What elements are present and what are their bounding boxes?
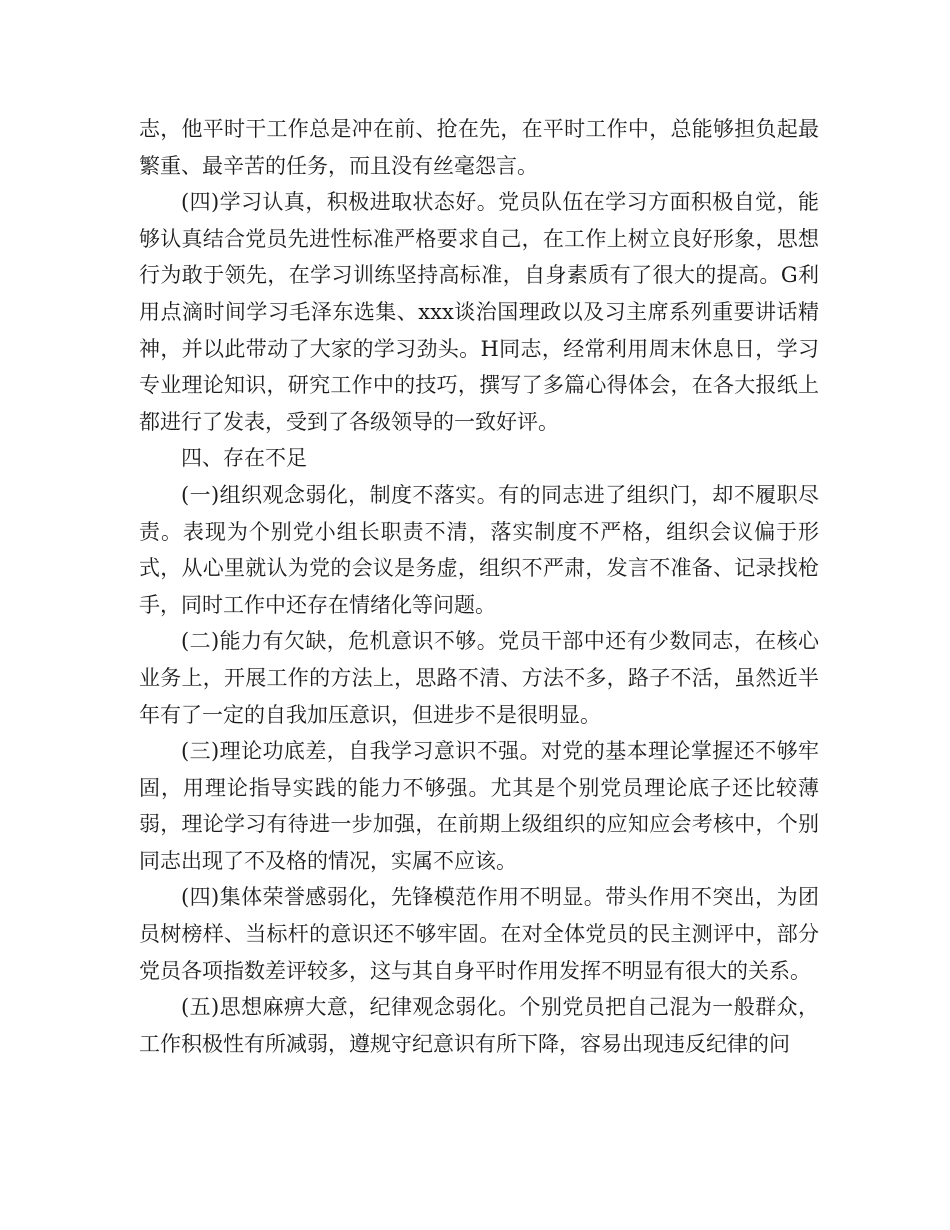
paragraph-study-attitude: (四)学习认真，积极进取状态好。党员队伍在学习方面积极自觉，能够认真结合党员先进性标准严格要求自己，在工作上树立良好形象，思想行为敢于领先，在学习训练坚持高标准，自身素质有了很大的提高。G利用点滴时间学习毛泽东选集、xxx谈治国理政以及习主席系列重要讲话精神，并以此带动了大家的学习劲头。H同志，经常利用周末休息日，学习专业理论知识，研究工作中的技巧，撰写了多篇心得体会，在各大报纸上都进行了发表，受到了各级领导的一致好评。	[139, 190, 819, 434]
paragraph-shortcoming-1: (一)组织观念弱化，制度不落实。有的同志进了组织门，却不履职尽责。表现为个别党小组长职责不清，落实制度不严格，组织会议偏于形式，从心里就认为党的会议是务虚，组织不严肃，发言不准备、记录找枪手，同时工作中还存在情绪化等问题。	[139, 482, 819, 617]
document-body	[139, 111, 819, 1062]
paragraph-continued-from-previous-page: 志，他平时干工作总是冲在前、抢在先，在平时工作中，总能够担负起最繁重、最辛苦的任务，而且没有丝毫怨言。	[139, 117, 819, 178]
paragraph-shortcoming-4: (四)集体荣誉感弱化，先锋模范作用不明显。带头作用不突出，为团员树榜样、当标杆的意识还不够牢固。在对全体党员的民主测评中，部分党员各项指数差评较多，这与其自身平时作用发挥不明显有很大的关系。	[139, 885, 819, 983]
paragraph-shortcoming-3: (三)理论功底差，自我学习意识不强。对党的基本理论掌握还不够牢固，用理论指导实践的能力不够强。尤其是个别党员理论底子还比较薄弱，理论学习有待进一步加强，在前期上级组织的应知应会考核中，个别同志出现了不及格的情况，实属不应该。	[139, 739, 819, 873]
section-heading-shortcomings: 四、存在不足	[181, 446, 307, 471]
paragraph-shortcoming-2: (二)能力有欠缺，危机意识不够。党员干部中还有少数同志，在核心业务上，开展工作的方法上，思路不清、方法不多，路子不活，虽然近半年有了一定的自我加压意识，但进步不是很明显。	[139, 629, 819, 727]
paragraph-shortcoming-5: (五)思想麻痹大意，纪律观念弱化。个别党员把自己混为一般群众，工作积极性有所减弱，遵规守纪意识有所下降，容易出现违反纪律的问	[139, 995, 819, 1056]
